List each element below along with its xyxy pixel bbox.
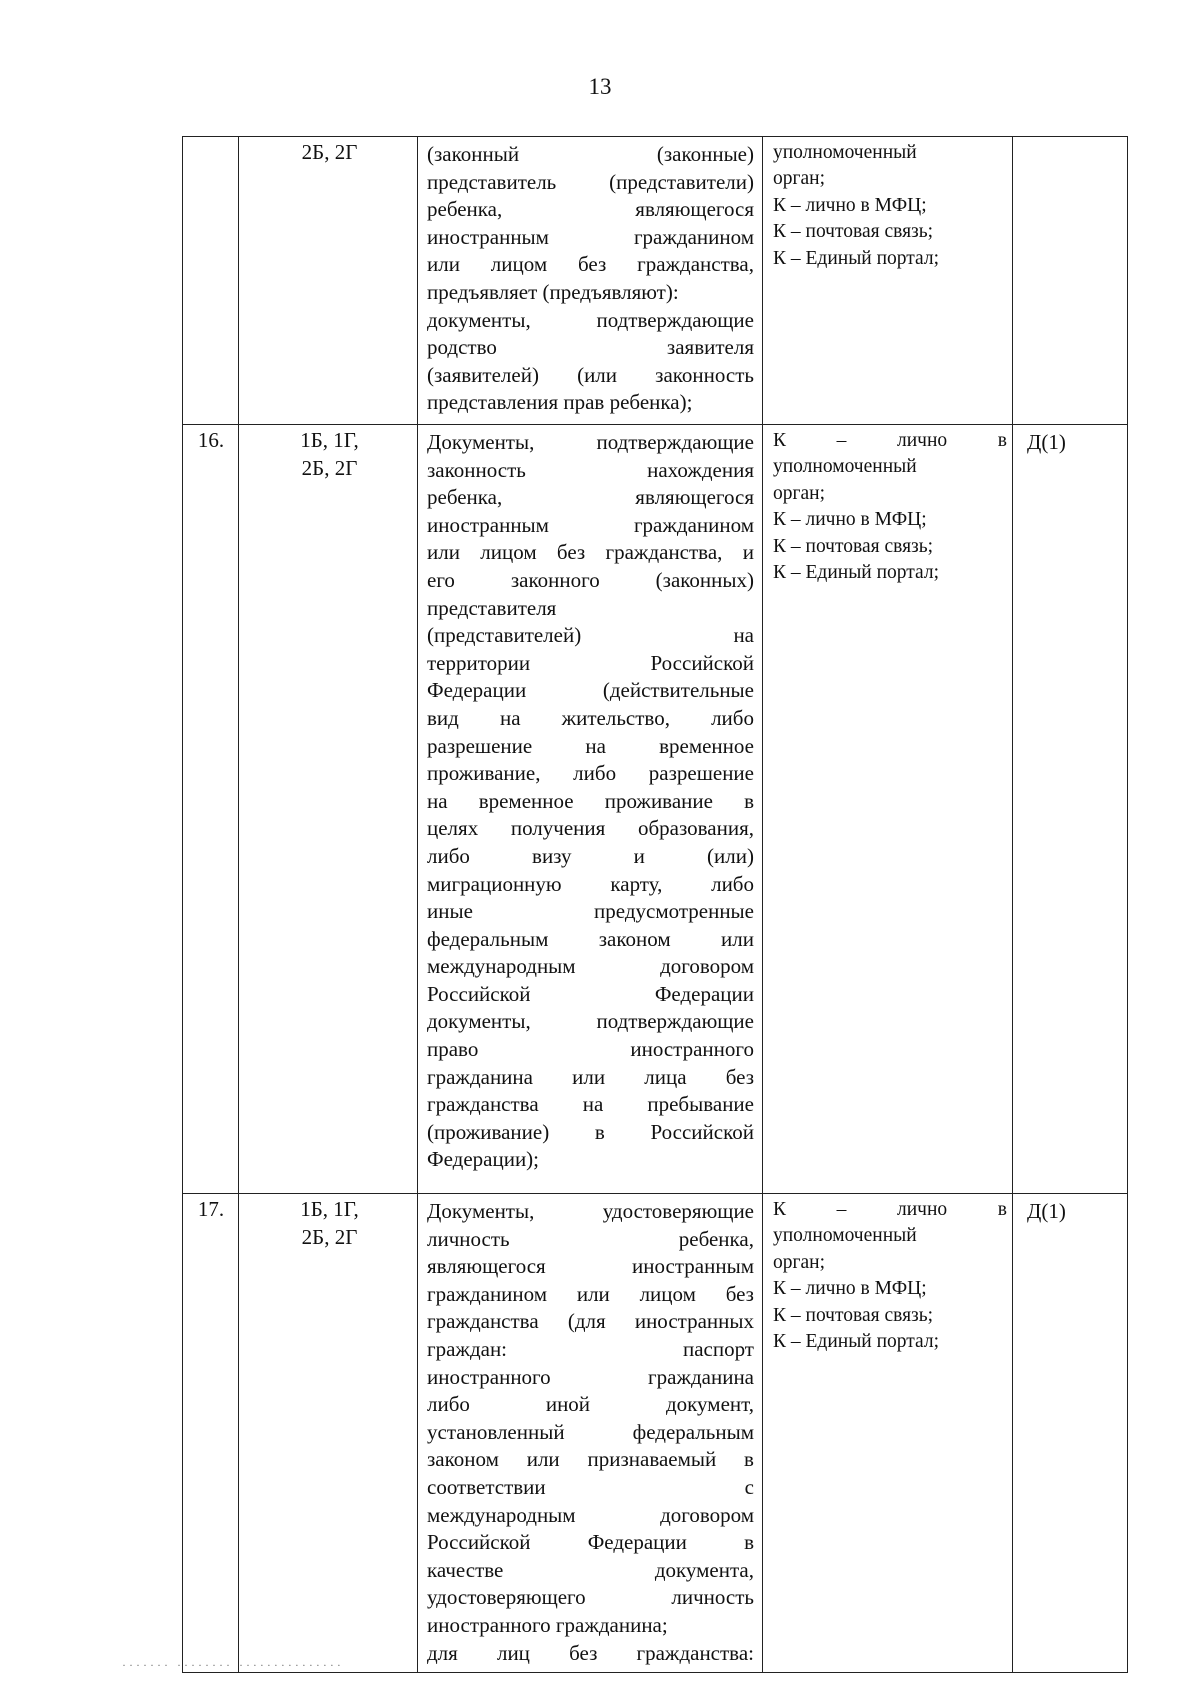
table-row (182, 1193, 1128, 1673)
row-number (183, 137, 239, 139)
submission-methods: К – лично в уполномоченный орган; К – лично в МФЦ; К – почтовая связь; К – Единый портал; (773, 1199, 1007, 1353)
category-codes: 1Б, 1Г, 2Б, 2Г (300, 428, 359, 480)
column-divider (417, 137, 418, 424)
document-description: Документы, подтверждающие законность нахождения ребенка, являющегося иностранным гражданином или лицом без гражданства, и его законного (законных) представителя (представителей) на территории Российской Федерации (действительные вид на жительство, либо разрешение на временное проживание, либо разрешение на временное проживание в целях получения образования, либо визу и (или) миграционную карту, либо иные предусмотренные федеральным законом или международным договором Российской Федерации документы, подтверждающие право иностранного гражданина или лица без гражданства на пребывание (проживание) в Российской Федерации); (427, 430, 754, 1172)
column-divider (762, 425, 763, 1193)
table-row (182, 136, 1128, 425)
column-divider (417, 425, 418, 1193)
column-divider (1012, 425, 1013, 1193)
column-divider (1012, 137, 1013, 424)
column-divider (238, 137, 239, 424)
category-codes: 1Б, 1Г, 2Б, 2Г (300, 1197, 359, 1249)
document-type: Д(1) (1027, 1199, 1066, 1223)
row-number: 16. (197, 428, 225, 452)
scan-artifact: · · · · · · · · · · · · · · · · · · · · · · · · · · · · · · (122, 1658, 341, 1672)
document-type: Д(1) (1027, 430, 1066, 454)
category-codes: 2Б, 2Г (301, 140, 358, 164)
column-divider (1012, 1194, 1013, 1672)
column-divider (417, 1194, 418, 1672)
column-divider (238, 1194, 239, 1672)
row-number: 17. (197, 1197, 225, 1221)
column-divider (762, 1194, 763, 1672)
submission-methods: уполномоченный орган; К – лично в МФЦ; К – почтовая связь; К – Единый портал; (773, 142, 940, 269)
document-description: Документы, удостоверяющие личность ребенка, являющегося иностранным гражданином или лицом без гражданства (для иностранных граждан: паспорт иностранного гражданина либо иной документ, установленный федеральным законом или признаваемый в соответствии с международным договором Российской Федерации в качестве документа, удостоверяющего личность иностранного гражданина; для лиц без гражданства: (427, 1199, 754, 1665)
column-divider (762, 137, 763, 424)
submission-methods: К – лично в уполномоченный орган; К – лично в МФЦ; К – почтовая связь; К – Единый портал; (773, 430, 1007, 584)
column-divider (238, 425, 239, 1193)
table-row (182, 424, 1128, 1194)
page-number: 13 (588, 74, 612, 99)
document-description: (законный (законные) представитель (представители) ребенка, являющегося иностранным гражданином или лицом без гражданства, предъявляет (предъявляют): документы, подтверждающие родство заявителя (заявителей) (или законность представления прав ребенка); (427, 142, 754, 415)
